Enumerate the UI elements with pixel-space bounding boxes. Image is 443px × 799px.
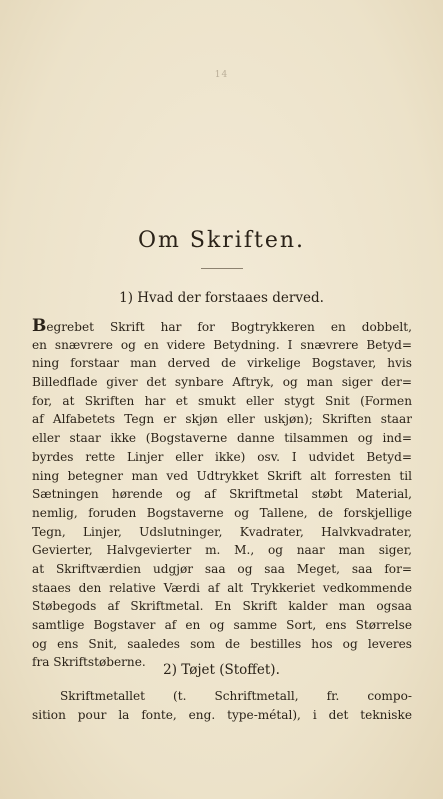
text-line: Gevierter, Halvgevierter m. M., og naar man siger, [32, 543, 412, 558]
page-number: 14 [214, 70, 229, 80]
text-line: eller staar ikke (Bogstaverne danne tilsammen og ind= [32, 431, 412, 446]
text-line: for, at Skriften har et smukt eller stygt Snit (Formen [32, 393, 412, 408]
paragraph-2 [32, 687, 412, 724]
text-line: Begrebet Skrift har for Bogtrykkeren en dobbelt, [32, 317, 412, 336]
chapter-title: Om Skriften. [137, 228, 305, 253]
paragraph-1 [32, 317, 412, 672]
text-line: sition pour la fonte, eng. type-métal), i det tekniske [32, 707, 412, 722]
text-line: at Skriftværdien udgjør saa og saa Meget, saa for= [32, 561, 412, 576]
section-heading-1: 1) Hvad der forstaaes derved. [119, 290, 324, 306]
text-line: Støbegods af Skriftmetal. En Skrift kalder man ogsaa [32, 599, 412, 614]
text-line: ning betegner man ved Udtrykket Skrift alt forresten til [32, 468, 412, 483]
text-line: og ens Snit, saaledes som de bestilles hos og leveres [32, 636, 412, 651]
text-line: Skriftmetallet (t. Schriftmetall, fr. compo- [60, 689, 412, 703]
text-line: byrdes rette Linjer eller ikke) osv. I udvidet Betyd= [32, 449, 412, 464]
text-line: fra Skriftstøberne. [32, 655, 146, 670]
section-heading-2: 2) Tøjet (Stoffet). [163, 662, 280, 678]
text-line: staaes den relative Værdi af alt Trykkeriet vedkommende [32, 580, 412, 595]
text-line: ning forstaar man derved de virkelige Bogstaver, hvis [32, 356, 412, 371]
text-line: en snævrere og en videre Betydning. I snævrere Betyd= [32, 337, 412, 352]
text-line: Sætningen hørende og af Skriftmetal støbt Material, [32, 487, 412, 502]
text-line: Billedflade giver det synbare Aftryk, og man siger der= [32, 375, 412, 390]
text-line: Tegn, Linjer, Udslutninger, Kvadrater, Halvkvadrater, [32, 524, 412, 539]
initial-letter: B [32, 317, 47, 336]
text-line: samtlige Bogstaver af en og samme Sort, ens Størrelse [32, 618, 412, 632]
text-line: nemlig, foruden Bogstaverne og Tallene, de forskjellige [32, 505, 412, 520]
text-line: af Alfabetets Tegn er skjøn eller uskjøn); Skriften staar [32, 412, 412, 427]
title-divider [201, 268, 243, 269]
